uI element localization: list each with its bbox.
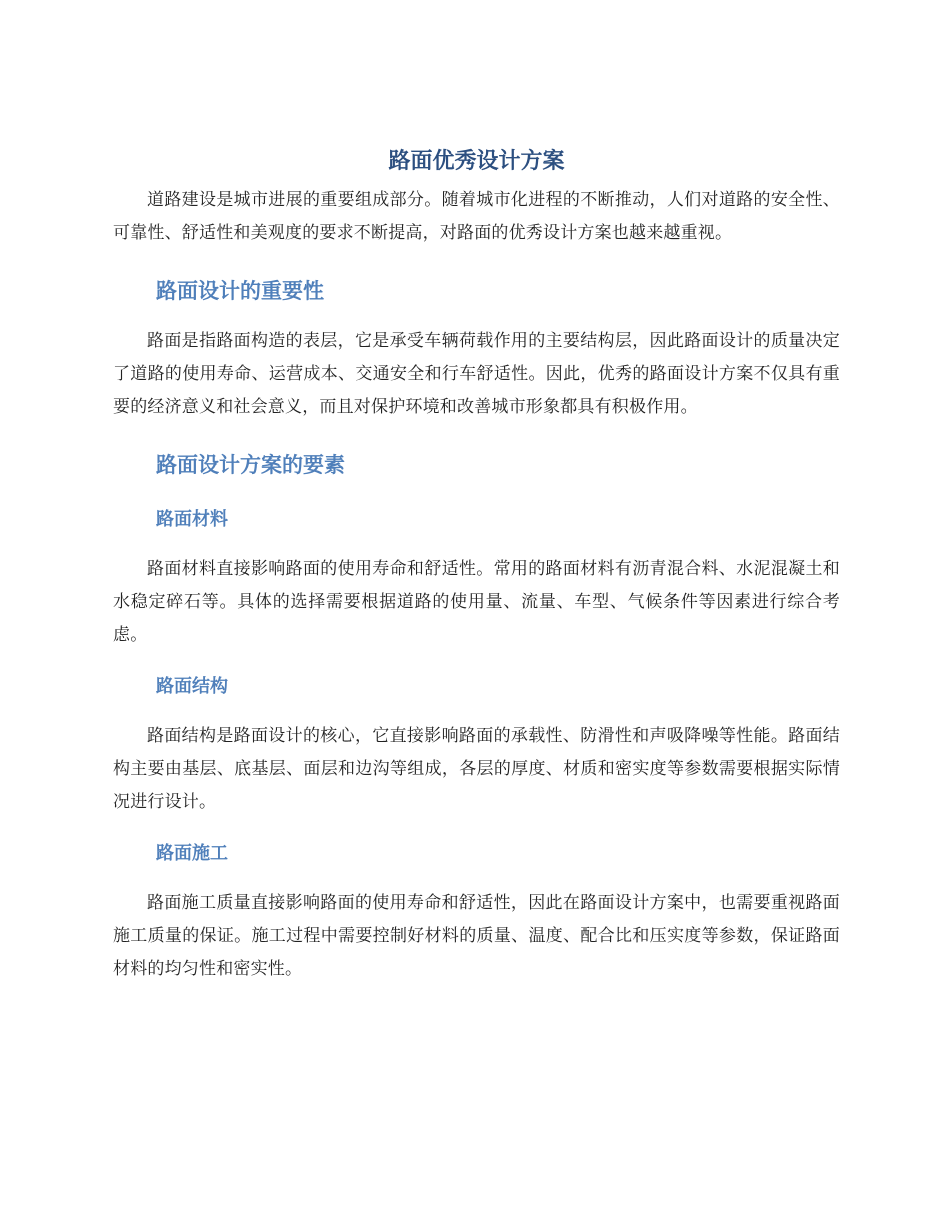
section-heading-importance: 路面设计的重要性 <box>156 279 324 303</box>
importance-paragraph: 路面是指路面构造的表层，它是承受车辆荷载作用的主要结构层，因此路面设计的质量决定了道路的使用寿命、运营成本、交通安全和行车舒适性。因此，优秀的路面设计方案不仅具有重要的经济意义和社会意义，而且对保护环境和改善城市形象都具有积极作用。 <box>113 331 840 417</box>
section-heading-elements: 路面设计方案的要素 <box>156 453 345 477</box>
materials-paragraph: 路面材料直接影响路面的使用寿命和舒适性。常用的路面材料有沥青混合料、水泥混凝土和水稳定碎石等。具体的选择需要根据道路的使用量、流量、车型、气候条件等因素进行综合考虑。 <box>113 559 840 645</box>
document-page <box>113 140 840 986</box>
construction-paragraph: 路面施工质量直接影响路面的使用寿命和舒适性，因此在路面设计方案中，也需要重视路面施工质量的保证。施工过程中需要控制好材料的质量、温度、配合比和压实度等参数，保证路面材料的均匀性和密实性。 <box>113 893 840 979</box>
structure-paragraph: 路面结构是路面设计的核心，它直接影响路面的承载性、防滑性和声吸降噪等性能。路面结构主要由基层、底基层、面层和边沟等组成，各层的厚度、材质和密实度等参数需要根据实际情况进行设计。 <box>113 726 840 812</box>
subheading-construction: 路面施工 <box>156 843 228 864</box>
subheading-structure: 路面结构 <box>156 676 228 697</box>
subheading-materials: 路面材料 <box>156 509 228 530</box>
intro-paragraph: 道路建设是城市进展的重要组成部分。随着城市化进程的不断推动，人们对道路的安全性、可靠性、舒适性和美观度的要求不断提高，对路面的优秀设计方案也越来越重视。 <box>113 190 840 243</box>
document-title: 路面优秀设计方案 <box>388 149 565 174</box>
